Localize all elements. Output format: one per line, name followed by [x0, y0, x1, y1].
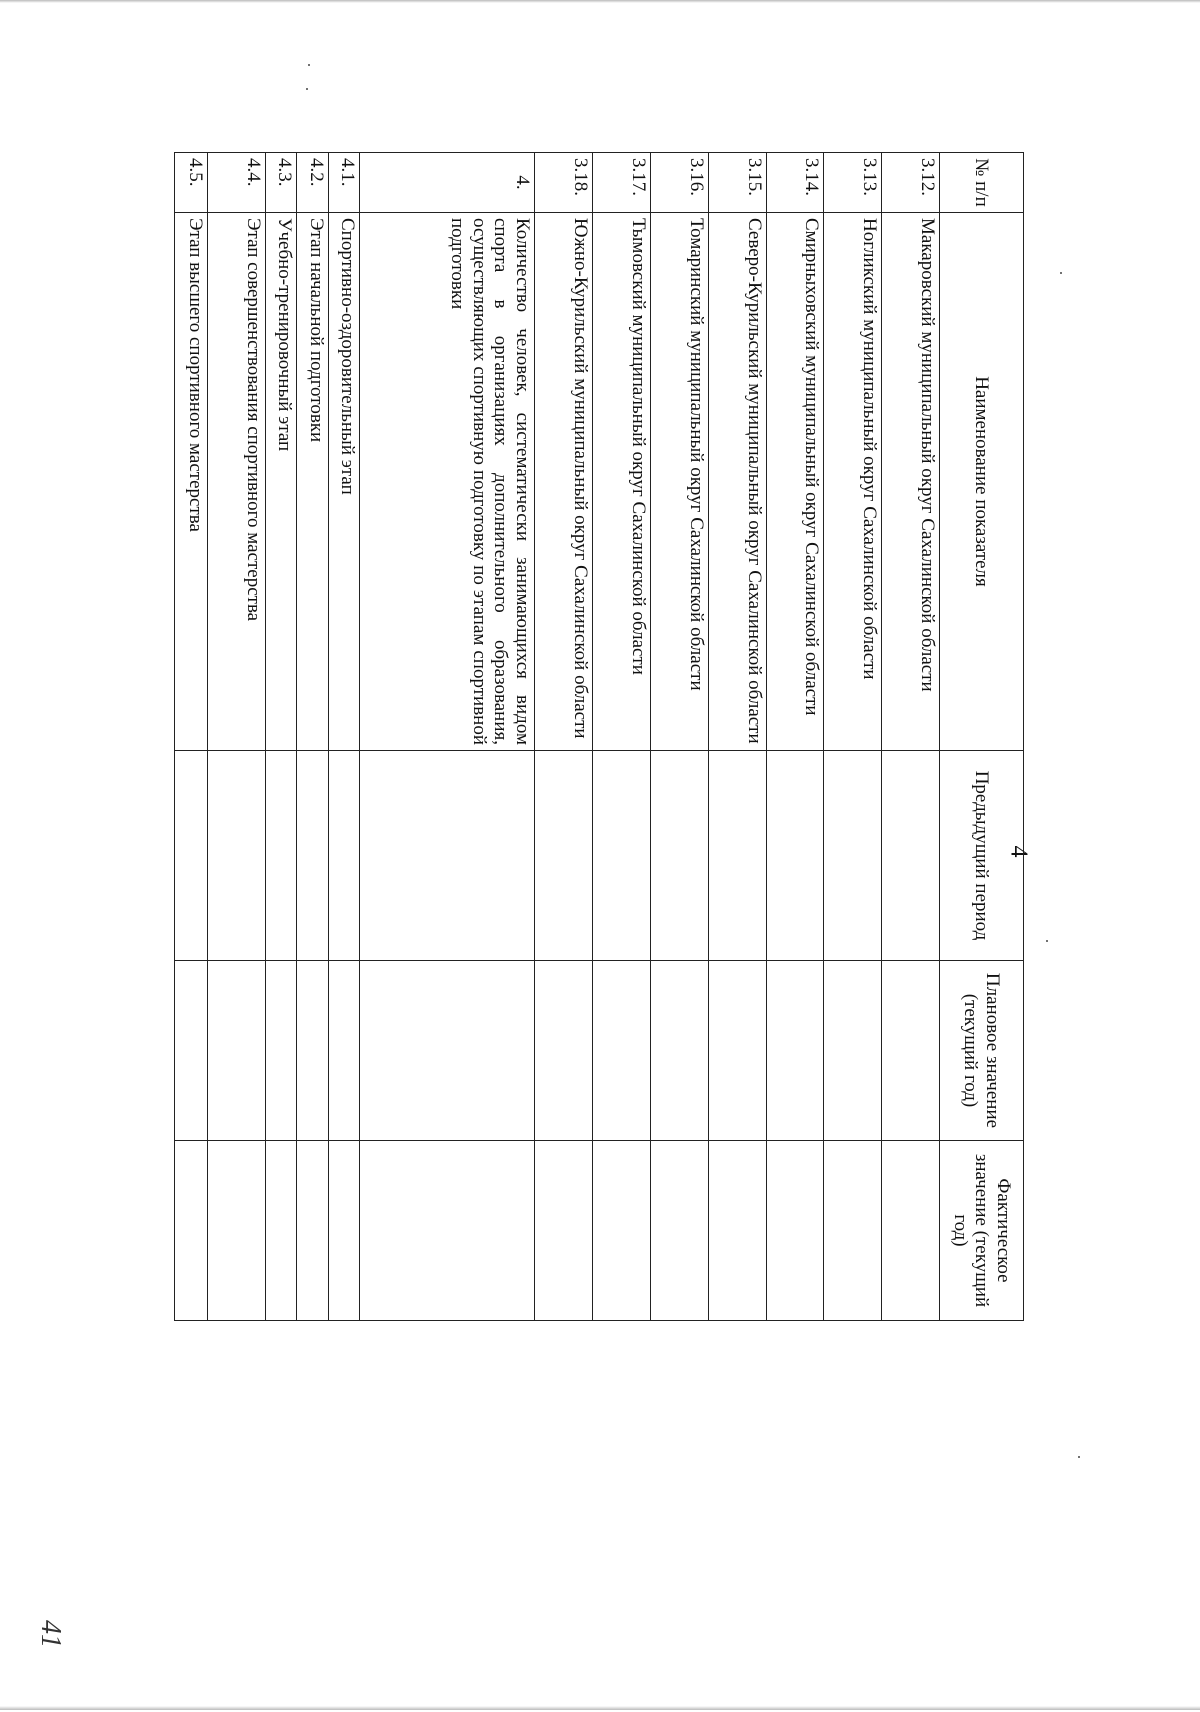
table-row [535, 153, 593, 1321]
header-plan: Плановое значение (текущий год) [940, 961, 1024, 1141]
row-fact [328, 1141, 359, 1321]
header-num: № п/п [940, 153, 1024, 213]
row-name: Этап высшего спортивного мастерства [175, 213, 208, 751]
scan-edge-top [0, 0, 1200, 3]
row-plan [208, 961, 266, 1141]
row-name: Спортивно-оздоровительный этап [328, 213, 359, 751]
scan-edge-bottom [0, 1706, 1200, 1710]
table-row [175, 153, 208, 1321]
scan-speck [1078, 1456, 1080, 1458]
row-name: Этап совершенствования спортивного мастерства [208, 213, 266, 751]
row-plan [359, 961, 535, 1141]
row-plan [297, 961, 328, 1141]
row-name: Макаровский муниципальный округ Сахалинской области [882, 213, 940, 751]
scan-speck [1046, 940, 1048, 942]
row-plan [266, 961, 297, 1141]
row-fact [766, 1141, 824, 1321]
table-row [650, 153, 708, 1321]
row-name: Ногликский муниципальный округ Сахалинской области [824, 213, 882, 751]
row-fact [297, 1141, 328, 1321]
row-prev [650, 751, 708, 961]
row-name: Учебно-тренировочный этап [266, 213, 297, 751]
row-num: 4.2. [297, 153, 328, 213]
table-row [328, 153, 359, 1321]
table-row [708, 153, 766, 1321]
row-fact [882, 1141, 940, 1321]
row-plan [328, 961, 359, 1141]
row-prev [359, 751, 535, 961]
page-number: 4 [1005, 845, 1032, 858]
row-prev [882, 751, 940, 961]
row-prev [824, 751, 882, 961]
row-prev [208, 751, 266, 961]
row-num: 3.18. [535, 153, 593, 213]
row-plan [535, 961, 593, 1141]
row-num: 3.14. [766, 153, 824, 213]
header-fact: Фактическое значение (текущий год) [940, 1141, 1024, 1321]
row-plan [708, 961, 766, 1141]
row-prev [297, 751, 328, 961]
row-num: 4.1. [328, 153, 359, 213]
header-prev: Предыдущий период [940, 751, 1024, 961]
table-row [359, 153, 535, 1321]
row-num: 4.4. [208, 153, 266, 213]
row-fact [593, 1141, 651, 1321]
indicator-table [174, 152, 1024, 1321]
table-row [208, 153, 266, 1321]
row-fact [208, 1141, 266, 1321]
handwritten-mark: 41 [35, 1620, 66, 1648]
row-fact [650, 1141, 708, 1321]
row-name: Количество человек, систематически занимающихся видом спорта в организациях дополнительного образования, осуществляющих спортивную подготовку по этапам спортивной подготовки [359, 213, 535, 751]
row-num: 3.12. [882, 153, 940, 213]
row-num: 3.15. [708, 153, 766, 213]
row-plan [766, 961, 824, 1141]
row-name: Томаринский муниципальный округ Сахалинской области [650, 213, 708, 751]
row-num: 3.16. [650, 153, 708, 213]
row-num: 3.13. [824, 153, 882, 213]
row-name: Тымовский муниципальный округ Сахалинской области [593, 213, 651, 751]
row-fact [708, 1141, 766, 1321]
row-name: Смирныховский муниципальный округ Сахалинской области [766, 213, 824, 751]
table-header-row [940, 153, 1024, 1321]
row-plan [650, 961, 708, 1141]
table-row [766, 153, 824, 1321]
row-prev [766, 751, 824, 961]
row-num: 3.17. [593, 153, 651, 213]
row-num: 4.5. [175, 153, 208, 213]
row-plan [175, 961, 208, 1141]
row-plan [593, 961, 651, 1141]
row-prev [535, 751, 593, 961]
rotated-table-wrapper [174, 152, 1024, 1320]
row-fact [359, 1141, 535, 1321]
scan-speck [1060, 272, 1062, 274]
row-fact [266, 1141, 297, 1321]
row-fact [175, 1141, 208, 1321]
table-row [297, 153, 328, 1321]
row-name: Северо-Курильский муниципальный округ Сахалинской области [708, 213, 766, 751]
row-prev [593, 751, 651, 961]
row-prev [328, 751, 359, 961]
row-num: 4. [359, 153, 535, 213]
row-prev [175, 751, 208, 961]
table-row [882, 153, 940, 1321]
scan-speck [308, 64, 310, 66]
row-prev [266, 751, 297, 961]
row-plan [882, 961, 940, 1141]
row-name: Этап начальной подготовки [297, 213, 328, 751]
table-row [266, 153, 297, 1321]
row-name: Южно-Курильский муниципальный округ Сахалинской области [535, 213, 593, 751]
row-num: 4.3. [266, 153, 297, 213]
scan-speck [306, 88, 308, 90]
header-name: Наименование показателя [940, 213, 1024, 751]
table-row [824, 153, 882, 1321]
table-row [593, 153, 651, 1321]
row-plan [824, 961, 882, 1141]
row-prev [708, 751, 766, 961]
row-fact [824, 1141, 882, 1321]
row-fact [535, 1141, 593, 1321]
